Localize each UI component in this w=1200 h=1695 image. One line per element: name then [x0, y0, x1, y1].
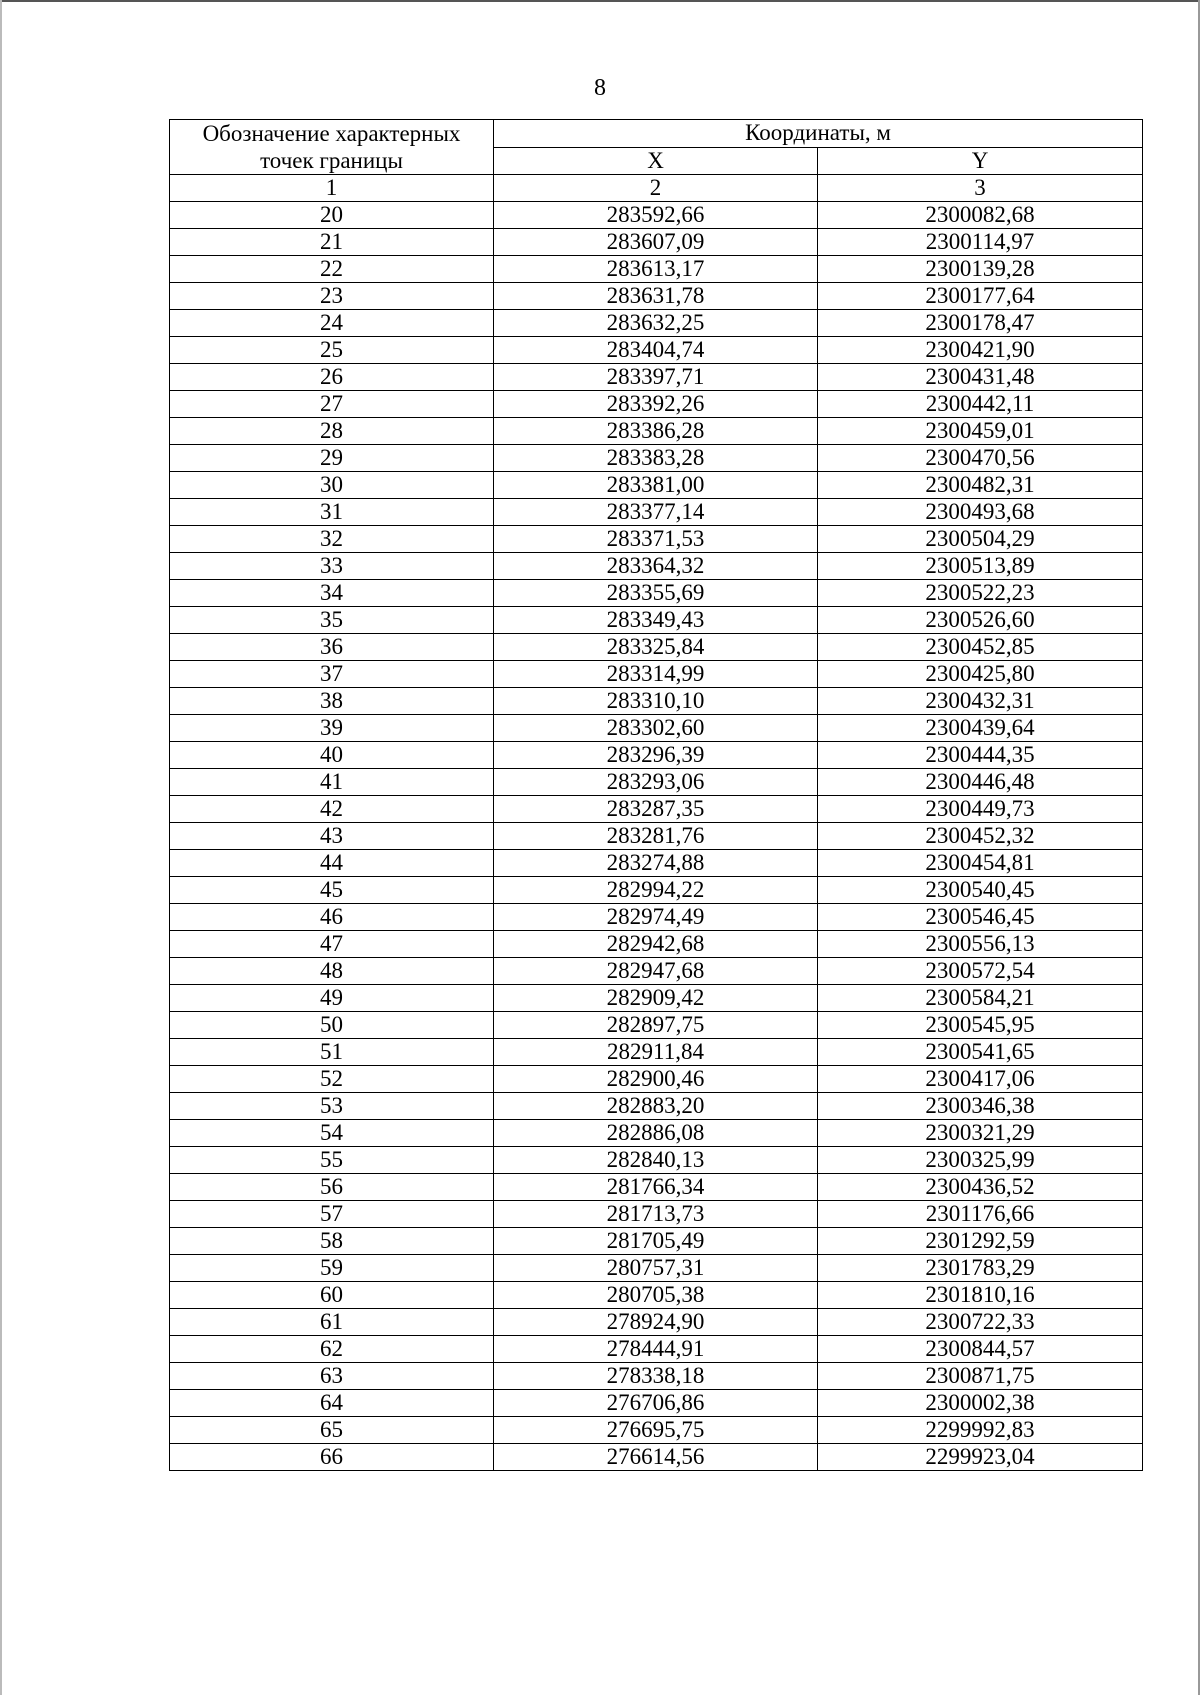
- header-row-1: [170, 120, 1143, 148]
- coordinates-header: Координаты, м: [494, 120, 1143, 148]
- table-row: [170, 526, 1143, 553]
- x-coordinate-cell: 283325,84: [494, 634, 818, 661]
- point-cell: 47: [170, 931, 494, 958]
- x-coordinate-cell: 278444,91: [494, 1336, 818, 1363]
- table-row: [170, 283, 1143, 310]
- coordinates-table: [169, 119, 1143, 1471]
- y-coordinate-cell: 2300844,57: [818, 1336, 1143, 1363]
- y-coordinate-cell: 2300722,33: [818, 1309, 1143, 1336]
- point-cell: 48: [170, 958, 494, 985]
- table-row: [170, 958, 1143, 985]
- page-number: 8: [594, 75, 606, 101]
- table-row: [170, 661, 1143, 688]
- point-cell: 54: [170, 1120, 494, 1147]
- y-coordinate-cell: 2300572,54: [818, 958, 1143, 985]
- page-border-top: [0, 0, 1200, 2]
- table-row: [170, 1093, 1143, 1120]
- table-row: [170, 1309, 1143, 1336]
- table-row: [170, 1390, 1143, 1417]
- table-row: [170, 1228, 1143, 1255]
- x-coordinate-cell: 283296,39: [494, 742, 818, 769]
- table-row: [170, 229, 1143, 256]
- column-number-2: 2: [494, 175, 818, 202]
- x-coordinate-cell: 283404,74: [494, 337, 818, 364]
- point-cell: 41: [170, 769, 494, 796]
- page-border-left: [0, 0, 2, 1695]
- y-coordinate-cell: 2300425,80: [818, 661, 1143, 688]
- column-number-1: 1: [170, 175, 494, 202]
- y-coordinate-cell: 2300114,97: [818, 229, 1143, 256]
- y-coordinate-cell: 2300177,64: [818, 283, 1143, 310]
- y-coordinate-cell: 2300082,68: [818, 202, 1143, 229]
- x-coordinate-cell: 281766,34: [494, 1174, 818, 1201]
- point-cell: 25: [170, 337, 494, 364]
- x-coordinate-cell: 282840,13: [494, 1147, 818, 1174]
- y-coordinate-cell: 2300871,75: [818, 1363, 1143, 1390]
- x-coordinate-cell: 282994,22: [494, 877, 818, 904]
- y-coordinate-cell: 2300470,56: [818, 445, 1143, 472]
- table-row: [170, 202, 1143, 229]
- point-cell: 30: [170, 472, 494, 499]
- table-row: [170, 1255, 1143, 1282]
- y-coordinate-cell: 2301176,66: [818, 1201, 1143, 1228]
- y-coordinate-cell: 2300325,99: [818, 1147, 1143, 1174]
- table-row: [170, 1363, 1143, 1390]
- table-row: [170, 634, 1143, 661]
- y-coordinate-cell: 2300321,29: [818, 1120, 1143, 1147]
- x-coordinate-cell: 283314,99: [494, 661, 818, 688]
- y-coordinate-cell: 2300432,31: [818, 688, 1143, 715]
- point-cell: 32: [170, 526, 494, 553]
- point-cell: 35: [170, 607, 494, 634]
- y-coordinate-cell: 2300513,89: [818, 553, 1143, 580]
- table-row: [170, 877, 1143, 904]
- x-coordinate-cell: 282900,46: [494, 1066, 818, 1093]
- table-row: [170, 310, 1143, 337]
- point-cell: 55: [170, 1147, 494, 1174]
- x-coordinate-cell: 282911,84: [494, 1039, 818, 1066]
- table-row: [170, 931, 1143, 958]
- x-coordinate-cell: 283607,09: [494, 229, 818, 256]
- y-coordinate-cell: 2300504,29: [818, 526, 1143, 553]
- point-cell: 23: [170, 283, 494, 310]
- point-cell: 26: [170, 364, 494, 391]
- point-cell: 38: [170, 688, 494, 715]
- table-row: [170, 472, 1143, 499]
- table-row: [170, 391, 1143, 418]
- y-coordinate-cell: 2300546,45: [818, 904, 1143, 931]
- table-row: [170, 1201, 1143, 1228]
- table-row: [170, 256, 1143, 283]
- table-row: [170, 445, 1143, 472]
- table-row: [170, 715, 1143, 742]
- x-coordinate-cell: 282942,68: [494, 931, 818, 958]
- point-cell: 45: [170, 877, 494, 904]
- point-cell: 59: [170, 1255, 494, 1282]
- point-cell: 21: [170, 229, 494, 256]
- x-coordinate-cell: 282883,20: [494, 1093, 818, 1120]
- x-coordinate-cell: 283281,76: [494, 823, 818, 850]
- table-row: [170, 688, 1143, 715]
- y-coordinate-cell: 2301810,16: [818, 1282, 1143, 1309]
- x-coordinate-cell: 283349,43: [494, 607, 818, 634]
- table-row: [170, 985, 1143, 1012]
- y-coordinate-cell: 2300545,95: [818, 1012, 1143, 1039]
- table-row: [170, 796, 1143, 823]
- y-coordinate-cell: 2300446,48: [818, 769, 1143, 796]
- point-cell: 44: [170, 850, 494, 877]
- point-cell: 43: [170, 823, 494, 850]
- y-coordinate-cell: 2301783,29: [818, 1255, 1143, 1282]
- point-designation-header: Обозначение характерных точек границы: [170, 120, 494, 175]
- point-cell: 49: [170, 985, 494, 1012]
- y-coordinate-cell: 2300439,64: [818, 715, 1143, 742]
- y-coordinate-cell: 2300452,85: [818, 634, 1143, 661]
- point-cell: 22: [170, 256, 494, 283]
- point-cell: 61: [170, 1309, 494, 1336]
- y-coordinate-cell: 2300346,38: [818, 1093, 1143, 1120]
- point-cell: 20: [170, 202, 494, 229]
- x-coordinate-cell: 280757,31: [494, 1255, 818, 1282]
- y-coordinate-cell: 2300584,21: [818, 985, 1143, 1012]
- y-coordinate-cell: 2300417,06: [818, 1066, 1143, 1093]
- y-coordinate-cell: 2300444,35: [818, 742, 1143, 769]
- table-row: [170, 553, 1143, 580]
- y-coordinate-cell: 2300454,81: [818, 850, 1143, 877]
- x-coordinate-cell: 283392,26: [494, 391, 818, 418]
- point-cell: 46: [170, 904, 494, 931]
- point-cell: 62: [170, 1336, 494, 1363]
- y-coordinate-cell: 2299923,04: [818, 1444, 1143, 1471]
- point-cell: 52: [170, 1066, 494, 1093]
- point-cell: 50: [170, 1012, 494, 1039]
- point-cell: 66: [170, 1444, 494, 1471]
- x-coordinate-cell: 283274,88: [494, 850, 818, 877]
- y-coordinate-cell: 2300459,01: [818, 418, 1143, 445]
- x-coordinate-cell: 278338,18: [494, 1363, 818, 1390]
- x-coordinate-cell: 283371,53: [494, 526, 818, 553]
- x-coordinate-cell: 283377,14: [494, 499, 818, 526]
- table-row: [170, 499, 1143, 526]
- y-coordinate-cell: 2300178,47: [818, 310, 1143, 337]
- column-number-row: [170, 175, 1143, 202]
- point-cell: 29: [170, 445, 494, 472]
- x-coordinate-cell: 283287,35: [494, 796, 818, 823]
- x-coordinate-cell: 283310,10: [494, 688, 818, 715]
- point-cell: 33: [170, 553, 494, 580]
- x-coordinate-cell: 283302,60: [494, 715, 818, 742]
- y-coordinate-cell: 2299992,83: [818, 1417, 1143, 1444]
- table-row: [170, 1336, 1143, 1363]
- y-coordinate-cell: 2300452,32: [818, 823, 1143, 850]
- x-coordinate-cell: 281705,49: [494, 1228, 818, 1255]
- x-coordinate-cell: 282947,68: [494, 958, 818, 985]
- point-cell: 51: [170, 1039, 494, 1066]
- x-coordinate-cell: 283386,28: [494, 418, 818, 445]
- point-cell: 42: [170, 796, 494, 823]
- x-coordinate-cell: 280705,38: [494, 1282, 818, 1309]
- y-coordinate-cell: 2300541,65: [818, 1039, 1143, 1066]
- point-cell: 28: [170, 418, 494, 445]
- table-row: [170, 769, 1143, 796]
- y-coordinate-cell: 2300556,13: [818, 931, 1143, 958]
- table-row: [170, 337, 1143, 364]
- y-header: Y: [818, 147, 1143, 175]
- table-row: [170, 1282, 1143, 1309]
- x-coordinate-cell: 283293,06: [494, 769, 818, 796]
- y-coordinate-cell: 2301292,59: [818, 1228, 1143, 1255]
- x-coordinate-cell: 283383,28: [494, 445, 818, 472]
- point-cell: 31: [170, 499, 494, 526]
- x-coordinate-cell: 281713,73: [494, 1201, 818, 1228]
- point-cell: 40: [170, 742, 494, 769]
- x-coordinate-cell: 282909,42: [494, 985, 818, 1012]
- point-cell: 56: [170, 1174, 494, 1201]
- x-coordinate-cell: 276614,56: [494, 1444, 818, 1471]
- point-cell: 63: [170, 1363, 494, 1390]
- y-coordinate-cell: 2300139,28: [818, 256, 1143, 283]
- table-row: [170, 580, 1143, 607]
- x-coordinate-cell: 278924,90: [494, 1309, 818, 1336]
- table-row: [170, 418, 1143, 445]
- y-coordinate-cell: 2300482,31: [818, 472, 1143, 499]
- point-cell: 53: [170, 1093, 494, 1120]
- x-coordinate-cell: 282974,49: [494, 904, 818, 931]
- x-coordinate-cell: 276706,86: [494, 1390, 818, 1417]
- point-cell: 58: [170, 1228, 494, 1255]
- table-row: [170, 364, 1143, 391]
- y-coordinate-cell: 2300442,11: [818, 391, 1143, 418]
- x-coordinate-cell: 283364,32: [494, 553, 818, 580]
- column-number-3: 3: [818, 175, 1143, 202]
- x-coordinate-cell: 283631,78: [494, 283, 818, 310]
- x-coordinate-cell: 283355,69: [494, 580, 818, 607]
- x-coordinate-cell: 283613,17: [494, 256, 818, 283]
- y-coordinate-cell: 2300493,68: [818, 499, 1143, 526]
- y-coordinate-cell: 2300431,48: [818, 364, 1143, 391]
- point-cell: 36: [170, 634, 494, 661]
- table-row: [170, 1444, 1143, 1471]
- table-body: [170, 202, 1143, 1471]
- point-cell: 39: [170, 715, 494, 742]
- point-cell: 64: [170, 1390, 494, 1417]
- point-cell: 34: [170, 580, 494, 607]
- table-row: [170, 1120, 1143, 1147]
- point-cell: 65: [170, 1417, 494, 1444]
- y-coordinate-cell: 2300421,90: [818, 337, 1143, 364]
- table-row: [170, 1174, 1143, 1201]
- x-coordinate-cell: 282886,08: [494, 1120, 818, 1147]
- x-coordinate-cell: 283592,66: [494, 202, 818, 229]
- x-coordinate-cell: 283397,71: [494, 364, 818, 391]
- table-row: [170, 607, 1143, 634]
- table-row: [170, 850, 1143, 877]
- table-header: [170, 120, 1143, 202]
- x-coordinate-cell: 282897,75: [494, 1012, 818, 1039]
- table-row: [170, 1417, 1143, 1444]
- point-cell: 24: [170, 310, 494, 337]
- table-row: [170, 1066, 1143, 1093]
- table-row: [170, 1039, 1143, 1066]
- table-row: [170, 904, 1143, 931]
- y-coordinate-cell: 2300436,52: [818, 1174, 1143, 1201]
- point-cell: 60: [170, 1282, 494, 1309]
- table-row: [170, 742, 1143, 769]
- point-cell: 27: [170, 391, 494, 418]
- table-row: [170, 823, 1143, 850]
- y-coordinate-cell: 2300449,73: [818, 796, 1143, 823]
- y-coordinate-cell: 2300540,45: [818, 877, 1143, 904]
- x-header: X: [494, 147, 818, 175]
- x-coordinate-cell: 276695,75: [494, 1417, 818, 1444]
- point-cell: 57: [170, 1201, 494, 1228]
- y-coordinate-cell: 2300526,60: [818, 607, 1143, 634]
- point-cell: 37: [170, 661, 494, 688]
- y-coordinate-cell: 2300522,23: [818, 580, 1143, 607]
- table-row: [170, 1012, 1143, 1039]
- x-coordinate-cell: 283632,25: [494, 310, 818, 337]
- y-coordinate-cell: 2300002,38: [818, 1390, 1143, 1417]
- x-coordinate-cell: 283381,00: [494, 472, 818, 499]
- table-row: [170, 1147, 1143, 1174]
